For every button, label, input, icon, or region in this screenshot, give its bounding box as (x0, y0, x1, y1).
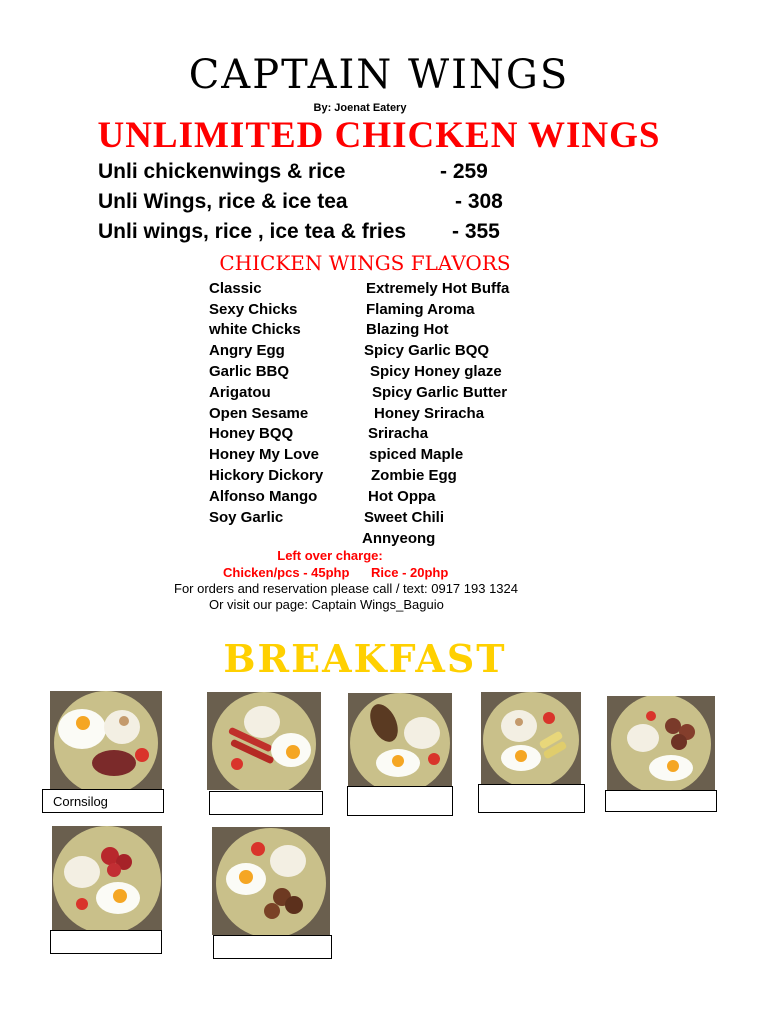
contact-page: Or visit our page: Captain Wings_Baguio (209, 597, 444, 612)
breakfast-caption (213, 935, 332, 959)
flavor-item: Zombie Egg (371, 467, 457, 484)
flavor-item: Hickory Dickory (209, 467, 324, 484)
breakfast-photo (348, 693, 452, 787)
breakfast-caption (478, 784, 585, 813)
breakfast-caption (605, 790, 717, 812)
flavor-item: Alfonso Mango (209, 488, 318, 505)
flavor-item: Sexy Chicks (209, 301, 298, 318)
plate-illustration (50, 691, 162, 791)
flavor-item: spiced Maple (369, 446, 464, 463)
plate-illustration (212, 827, 330, 935)
flavor-item: Angry Egg (209, 342, 285, 359)
flavors-heading: CHICKEN WINGS FLAVORS (219, 251, 511, 275)
breakfast-photo (212, 827, 330, 935)
breakfast-caption (347, 786, 453, 816)
page-title: CAPTAIN WINGS (188, 52, 570, 98)
leftover-charge-title: Left over charge: (277, 548, 383, 563)
flavor-item: white Chicks (209, 321, 301, 338)
breakfast-photo (207, 692, 321, 790)
flavor-item: Blazing Hot (366, 321, 449, 338)
flavor-item: Arigatou (209, 384, 271, 401)
breakfast-heading: BREAKFAST (223, 636, 507, 681)
price-item-name: Unli chickenwings & rice (98, 160, 346, 183)
flavor-item: Sweet Chili (364, 509, 445, 526)
breakfast-photo (52, 826, 162, 932)
flavor-item: Sriracha (368, 425, 429, 442)
flavor-item: Open Sesame (209, 405, 309, 422)
price-item-name: Unli Wings, rice & ice tea (98, 190, 348, 213)
flavor-item: Honey BQQ (209, 425, 294, 442)
plate-illustration (481, 692, 581, 784)
flavor-item: Spicy Garlic BQQ (364, 342, 490, 359)
flavor-item: Flaming Aroma (366, 301, 475, 318)
rice-charge: Rice - 20php (371, 565, 449, 580)
flavor-item: Spicy Honey glaze (370, 363, 502, 380)
plate-illustration (207, 692, 321, 790)
flavor-item: Spicy Garlic Butter (372, 384, 508, 401)
plate-illustration (348, 693, 452, 787)
plate-illustration (607, 696, 715, 790)
plate-illustration (52, 826, 162, 932)
flavor-item: Honey Sriracha (374, 405, 485, 422)
contact-phone: For orders and reservation please call / text: 0917 193 1324 (174, 581, 518, 596)
breakfast-photo (481, 692, 581, 784)
flavor-item: Hot Oppa (368, 488, 436, 505)
price-item-price: - 259 (440, 160, 488, 183)
flavor-item: Soy Garlic (209, 509, 284, 526)
flavor-item: Garlic BBQ (209, 363, 290, 380)
breakfast-caption (209, 791, 323, 815)
flavor-item: Classic (209, 280, 262, 297)
unlimited-heading: UNLIMITED CHICKEN WINGS (97, 115, 661, 156)
byline: By: Joenat Eatery (313, 102, 407, 114)
breakfast-photo (607, 696, 715, 790)
price-item-name: Unli wings, rice , ice tea & fries (98, 220, 407, 243)
flavor-item: Honey My Love (209, 446, 320, 463)
price-item-price: - 355 (452, 220, 500, 243)
price-item-price: - 308 (455, 190, 503, 213)
breakfast-caption: Cornsilog (42, 789, 164, 813)
breakfast-photo (50, 691, 162, 791)
flavor-item: Extremely Hot Buffa (366, 280, 510, 297)
breakfast-caption (50, 930, 162, 954)
flavor-item: Annyeong (362, 530, 436, 547)
chicken-charge: Chicken/pcs - 45php (223, 565, 350, 580)
